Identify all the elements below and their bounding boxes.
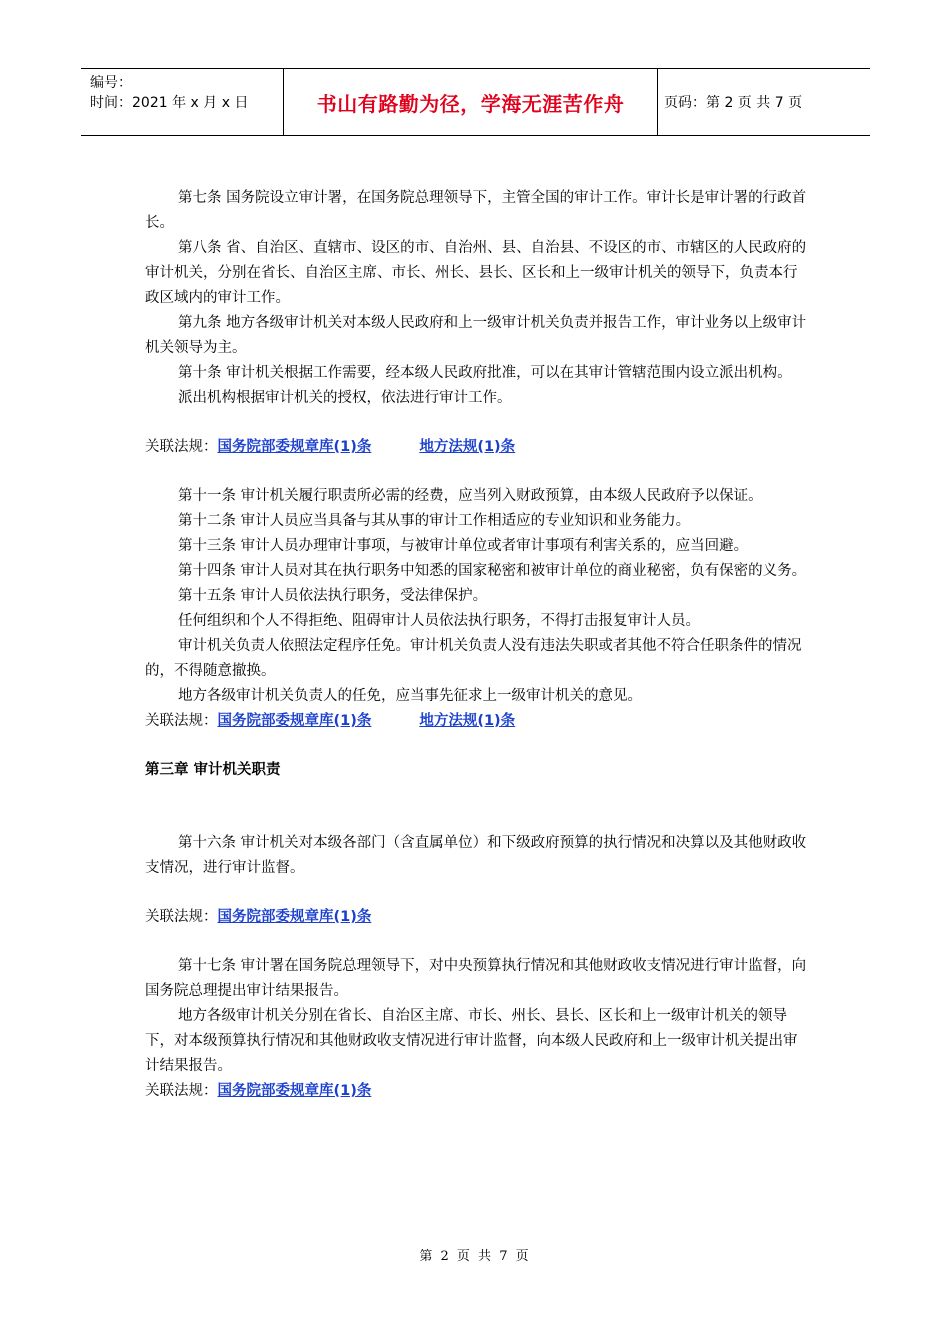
article-17: 第十七条 审计署在国务院总理领导下，对中央预算执行情况和其他财政收支情况进行审计监督，向国务院总理提出审计结果报告。 — [145, 958, 807, 999]
state-council-rules-link[interactable]: 国务院部委规章库(1)条 — [217, 439, 372, 455]
page-footer: 第 2 页 共 7 页 — [419, 1249, 531, 1264]
article-15-para-2: 任何组织和个人不得拒绝、阻碍审计人员依法执行职务，不得打击报复审计人员。 — [178, 613, 700, 629]
state-council-rules-link[interactable]: 国务院部委规章库(1)条 — [217, 909, 372, 925]
related-laws-label: 关联法规： — [145, 909, 218, 925]
article-8: 第八条 省、自治区、直辖市、设区的市、自治州、县、自治县、不设区的市、市辖区的人民政府的审计机关，分别在省长、自治区主席、市长、州长、县长、区长和上一级审计机关的领导下，负责本行政区域内的审计工作。 — [145, 240, 807, 306]
document-body — [145, 186, 808, 1104]
local-regulations-link[interactable]: 地方法规(1)条 — [419, 713, 516, 729]
article-12: 第十二条 审计人员应当具备与其从事的审计工作相适应的专业知识和业务能力。 — [178, 513, 691, 529]
related-laws-label: 关联法规： — [145, 1083, 218, 1099]
article-10-para-2: 派出机构根据审计机关的授权，依法进行审计工作。 — [178, 390, 512, 406]
related-laws-1 — [145, 435, 808, 460]
article-15-para-3: 审计机关负责人依照法定程序任免。审计机关负责人没有违法失职或者其他不符合任职条件的情况的，不得随意撤换。 — [145, 638, 802, 679]
header-page — [658, 69, 870, 135]
article-15-para-4: 地方各级审计机关负责人的任免，应当事先征求上一级审计机关的意见。 — [178, 688, 642, 704]
state-council-rules-link[interactable]: 国务院部委规章库(1)条 — [217, 1083, 372, 1099]
page-label: 页码：第 2 页 共 7 页 — [664, 95, 803, 111]
article-17-para-2: 地方各级审计机关分别在省长、自治区主席、市长、州长、县长、区长和上一级审计机关的领导下，对本级预算执行情况和其他财政收支情况进行审计监督，向本级人民政府和上一级审计机关提出审计结果报告。 — [145, 1008, 798, 1074]
article-13: 第十三条 审计人员办理审计事项，与被审计单位或者审计事项有利害关系的，应当回避。 — [178, 538, 749, 554]
article-11: 第十一条 审计机关履行职责所必需的经费，应当列入财政预算，由本级人民政府予以保证。 — [178, 488, 763, 504]
number-label: 编号： — [90, 75, 132, 91]
article-7: 第七条 国务院设立审计署，在国务院总理领导下，主管全国的审计工作。审计长是审计署的行政首长。 — [145, 190, 807, 231]
article-16: 第十六条 审计机关对本级各部门（含直属单位）和下级政府预算的执行情况和决算以及其他财政收支情况，进行审计监督。 — [145, 835, 807, 876]
header-meta — [81, 69, 284, 135]
article-10: 第十条 审计机关根据工作需要，经本级人民政府批准，可以在其审计管辖范围内设立派出机构。 — [178, 365, 792, 381]
time-label: 时间：2021 年 x 月 x 日 — [90, 95, 249, 111]
related-laws-4 — [145, 1079, 808, 1104]
related-laws-label: 关联法规： — [145, 439, 218, 455]
related-laws-label: 关联法规： — [145, 713, 218, 729]
motto-text: 书山有路勤为径，学海无涯苦作舟 — [316, 91, 625, 116]
header-motto — [284, 69, 658, 135]
related-laws-3 — [145, 905, 808, 930]
chapter-3-heading: 第三章 审计机关职责 — [145, 762, 281, 778]
article-15: 第十五条 审计人员依法执行职务，受法律保护。 — [178, 588, 488, 604]
article-9: 第九条 地方各级审计机关对本级人民政府和上一级审计机关负责并报告工作，审计业务以上级审计机关领导为主。 — [145, 315, 807, 356]
state-council-rules-link[interactable]: 国务院部委规章库(1)条 — [217, 713, 372, 729]
page-header — [81, 68, 870, 136]
local-regulations-link[interactable]: 地方法规(1)条 — [419, 439, 516, 455]
related-laws-2 — [145, 709, 808, 734]
article-14: 第十四条 审计人员对其在执行职务中知悉的国家秘密和被审计单位的商业秘密，负有保密的义务。 — [178, 563, 807, 579]
